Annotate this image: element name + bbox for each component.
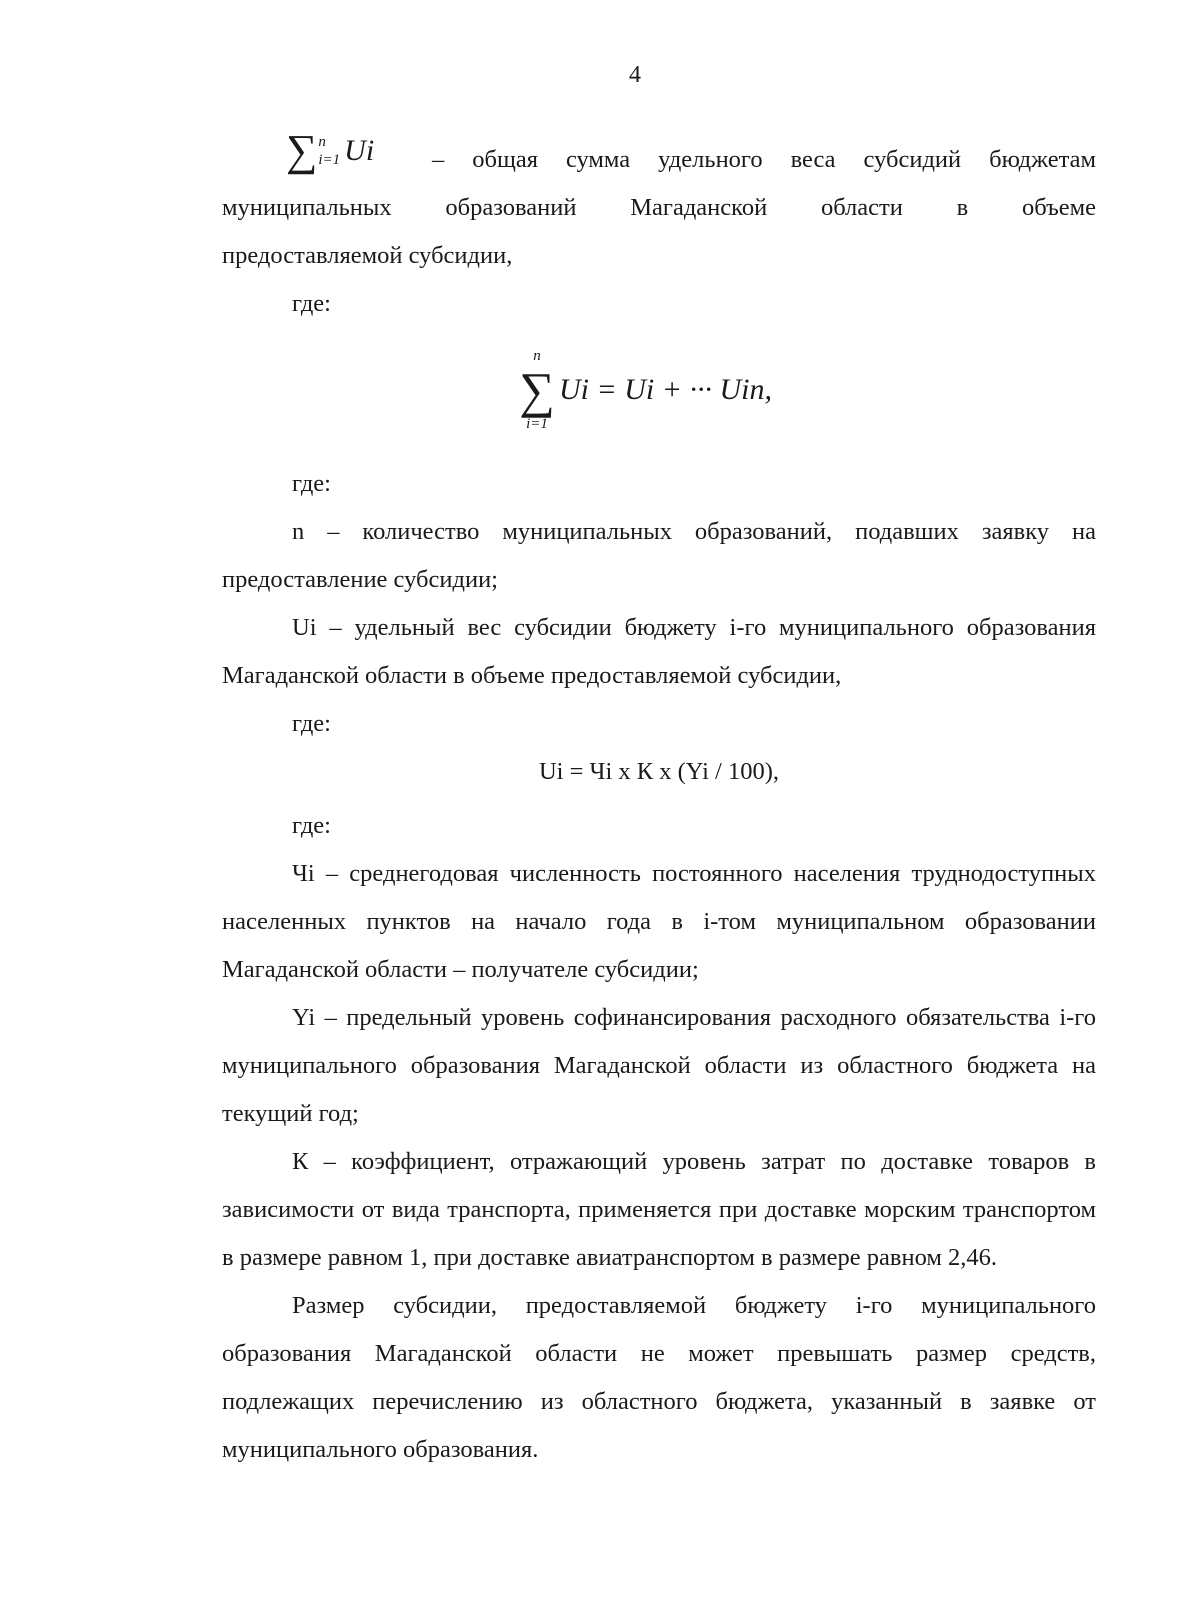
sum-description-line-3: предоставляемой субсидии, — [222, 242, 513, 269]
display-sum-lower-limit: i=1 — [526, 416, 548, 432]
where-label-3: где: — [292, 710, 331, 737]
yi-definition: Yi – предельный уровень софинансирования расходного обязательства i-го муниципального образования Магаданской области из областного бюджета на текущий год; — [222, 1004, 1096, 1127]
sum-variable: Ui — [344, 134, 375, 168]
sum-definition — [222, 126, 1096, 184]
display-sigma-symbol: ∑ — [519, 362, 555, 418]
document-body — [222, 126, 1096, 1474]
inline-sum-formula — [286, 126, 374, 175]
ui-definition: Ui – удельный вес субсидии бюджету i-го муниципального образования Магаданской области в объеме предоставляемой субсидии, — [222, 614, 1096, 689]
sum-lower-limit: i=1 — [318, 152, 341, 169]
chi-definition: Чi – среднегодовая численность постоянного населения труднодоступных населенных пунктов на начало года в i-том муниципальном образовании Магаданской области – получателе субсидии; — [222, 860, 1096, 983]
display-sum-upper-limit: n — [533, 348, 541, 364]
sigma-symbol: ∑ — [286, 126, 318, 176]
where-label-4: где: — [292, 812, 331, 839]
sum-upper-limit: n — [318, 134, 326, 151]
sum-description-line-2: муниципальных образований Магаданской области в объеме — [222, 194, 1096, 221]
subsidy-size-paragraph: Размер субсидии, предоставляемой бюджету i-го муниципального образования Магаданской области не может превышать размер средств, подлежащих перечислению из областного бюджета, указанный в заявке от муниципального образования. — [222, 1292, 1096, 1463]
display-sum-expression: Ui = Ui + ··· Uin, — [559, 373, 772, 406]
k-definition: К – коэффициент, отражающий уровень затрат по доставке товаров в зависимости от вида транспорта, применяется при доставке морским транспортом в размере равном 1, при доставке авиатранспортом в размере равном 2,46. — [222, 1148, 1096, 1271]
display-sum-formula — [222, 346, 1096, 438]
sum-description-line-1: – общая сумма удельного веса субсидий бюджетам — [432, 146, 1096, 173]
where-label-2: где: — [292, 470, 331, 497]
n-definition: n – количество муниципальных образований, подавших заявку на предоставление субсидии; — [222, 518, 1096, 593]
where-label-1: где: — [292, 290, 331, 317]
ui-formula: Ui = Чi x К x (Yi / 100), — [538, 758, 780, 785]
page-number: 4 — [629, 62, 641, 88]
